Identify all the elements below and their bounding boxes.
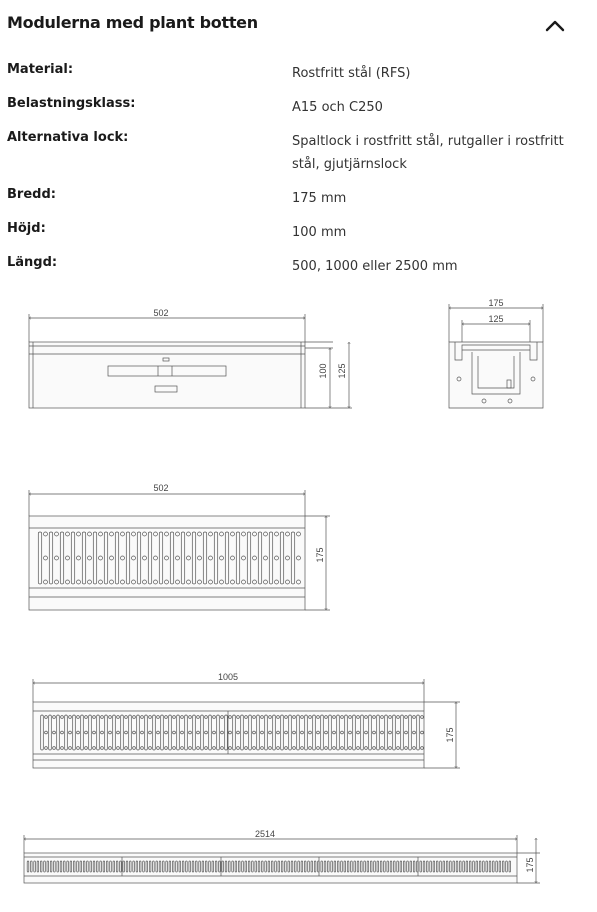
side-view-drawing	[29, 314, 352, 408]
top-view-2514-drawing	[24, 835, 540, 883]
spec-value: 500, 1000 eller 2500 mm	[292, 259, 458, 274]
spec-value: Rostfritt stål (RFS)	[292, 66, 411, 81]
dim-top2514-length: 2514	[254, 829, 276, 839]
spec-value: 175 mm	[292, 191, 347, 206]
section-header[interactable]	[0, 0, 597, 50]
section-title: Modulerna med plant botten	[7, 13, 258, 32]
spec-label: Belastningsklass:	[7, 96, 136, 111]
spec-value: Spaltlock i rostfritt stål, rutgaller i rostfritt stål, gjutjärnslock	[292, 134, 564, 172]
top-view-1005-drawing	[33, 679, 460, 768]
dim-top2514-width: 175	[525, 857, 535, 873]
dim-side-length: 502	[153, 308, 169, 318]
spec-value: A15 och C250	[292, 100, 383, 115]
dim-side-height-outer: 125	[337, 363, 347, 379]
dim-end-width-outer: 175	[488, 298, 504, 308]
dim-top502-width: 175	[315, 547, 325, 563]
dim-top1005-length: 1005	[217, 672, 239, 682]
spec-label: Alternativa lock:	[7, 130, 129, 145]
spec-label: Bredd:	[7, 187, 56, 202]
dim-side-height-inner: 100	[318, 363, 328, 379]
spec-value: 100 mm	[292, 225, 347, 240]
dim-top1005-width: 175	[445, 727, 455, 743]
spec-label: Längd:	[7, 255, 58, 270]
chevron-up-icon[interactable]	[543, 14, 567, 36]
top-view-502-drawing	[29, 490, 330, 610]
spec-label: Material:	[7, 62, 74, 77]
dim-top502-length: 502	[153, 483, 169, 493]
technical-drawings	[0, 290, 597, 912]
dim-end-width-inner: 125	[488, 314, 504, 324]
spec-label: Höjd:	[7, 221, 46, 236]
